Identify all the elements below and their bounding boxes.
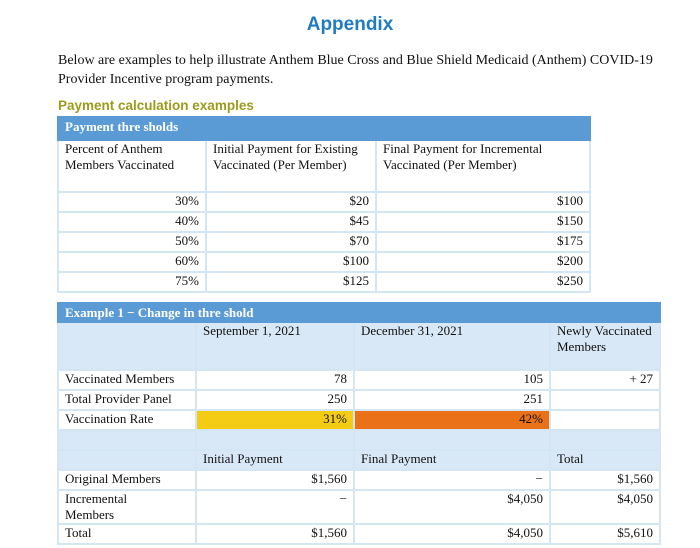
table-cell: − [196,490,354,524]
table-row [58,470,660,490]
table-row [58,410,660,430]
table-row [58,232,590,252]
table-cell: $200 [376,252,590,272]
payment-thresholds-table [57,116,591,293]
table-cell: + 27 [550,370,660,390]
table-cell: 60% [58,252,206,272]
rate-initial-cell: 31% [196,410,354,430]
table-cell: $5,610 [550,524,660,544]
column-header: Newly Vaccinated Members [550,322,660,370]
table-cell: $4,050 [354,490,550,524]
table-cell [550,390,660,410]
table-cell [58,450,196,470]
table-cell: $125 [206,272,376,292]
example1-header: Example 1 − Change in thre shold [58,303,660,322]
rate-final-cell: 42% [354,410,550,430]
column-header: Final Payment for Incremental Vaccinated (Per Member) [376,140,590,192]
table-cell: $1,560 [196,470,354,490]
table-cell: − [354,470,550,490]
intro-paragraph: Below are examples to help illustrate Anthem Blue Cross and Blue Shield Medicaid (Anthem) COVID-19 Provider Incentive program payments. [58,53,653,87]
table-row [58,524,660,544]
table-cell: $100 [376,192,590,212]
table-cell: $1,560 [196,524,354,544]
table-cell: 78 [196,370,354,390]
column-header: Initial Payment [196,450,354,470]
example1-table [57,302,661,545]
table-cell: 40% [58,212,206,232]
table-row [58,252,590,272]
spacer-cell [550,430,660,450]
table-cell: 105 [354,370,550,390]
table-cell: 251 [354,390,550,410]
table-row [58,390,660,410]
table-cell: $150 [376,212,590,232]
table-cell: $175 [376,232,590,252]
table-cell: 75% [58,272,206,292]
table-row [58,192,590,212]
table-cell: 30% [58,192,206,212]
table-cell: $4,050 [354,524,550,544]
spacer-cell [354,430,550,450]
table-cell: $4,050 [550,490,660,524]
row-label: Vaccination Rate [58,410,196,430]
table-cell: $20 [206,192,376,212]
row-label: Incremental Members [58,490,196,524]
table-cell: $70 [206,232,376,252]
table-cell: $45 [206,212,376,232]
column-header: Total [550,450,660,470]
table-cell: $1,560 [550,470,660,490]
row-label: Total [58,524,196,544]
table-row [58,212,590,232]
column-header: Final Payment [354,450,550,470]
row-label: Vaccinated Members [58,370,196,390]
column-header: September 1, 2021 [196,322,354,370]
table-cell: $100 [206,252,376,272]
table-cell: 250 [196,390,354,410]
table-row [58,272,590,292]
column-header: Initial Payment for Existing Vaccinated (Per Member) [206,140,376,192]
column-header: Percent of Anthem Members Vaccinated [58,140,206,192]
section-subheading: Payment calculation examples [58,98,254,113]
column-header: December 31, 2021 [354,322,550,370]
table-cell [550,410,660,430]
spacer-cell [58,430,196,450]
row-label: Original Members [58,470,196,490]
page-title: Appendix [306,14,394,35]
spacer-cell [196,430,354,450]
table-cell [58,322,196,370]
thresholds-header: Payment thre sholds [58,117,590,140]
row-label: Total Provider Panel [58,390,196,410]
table-cell: 50% [58,232,206,252]
table-row [58,370,660,390]
table-cell: $250 [376,272,590,292]
table-row [58,490,660,524]
